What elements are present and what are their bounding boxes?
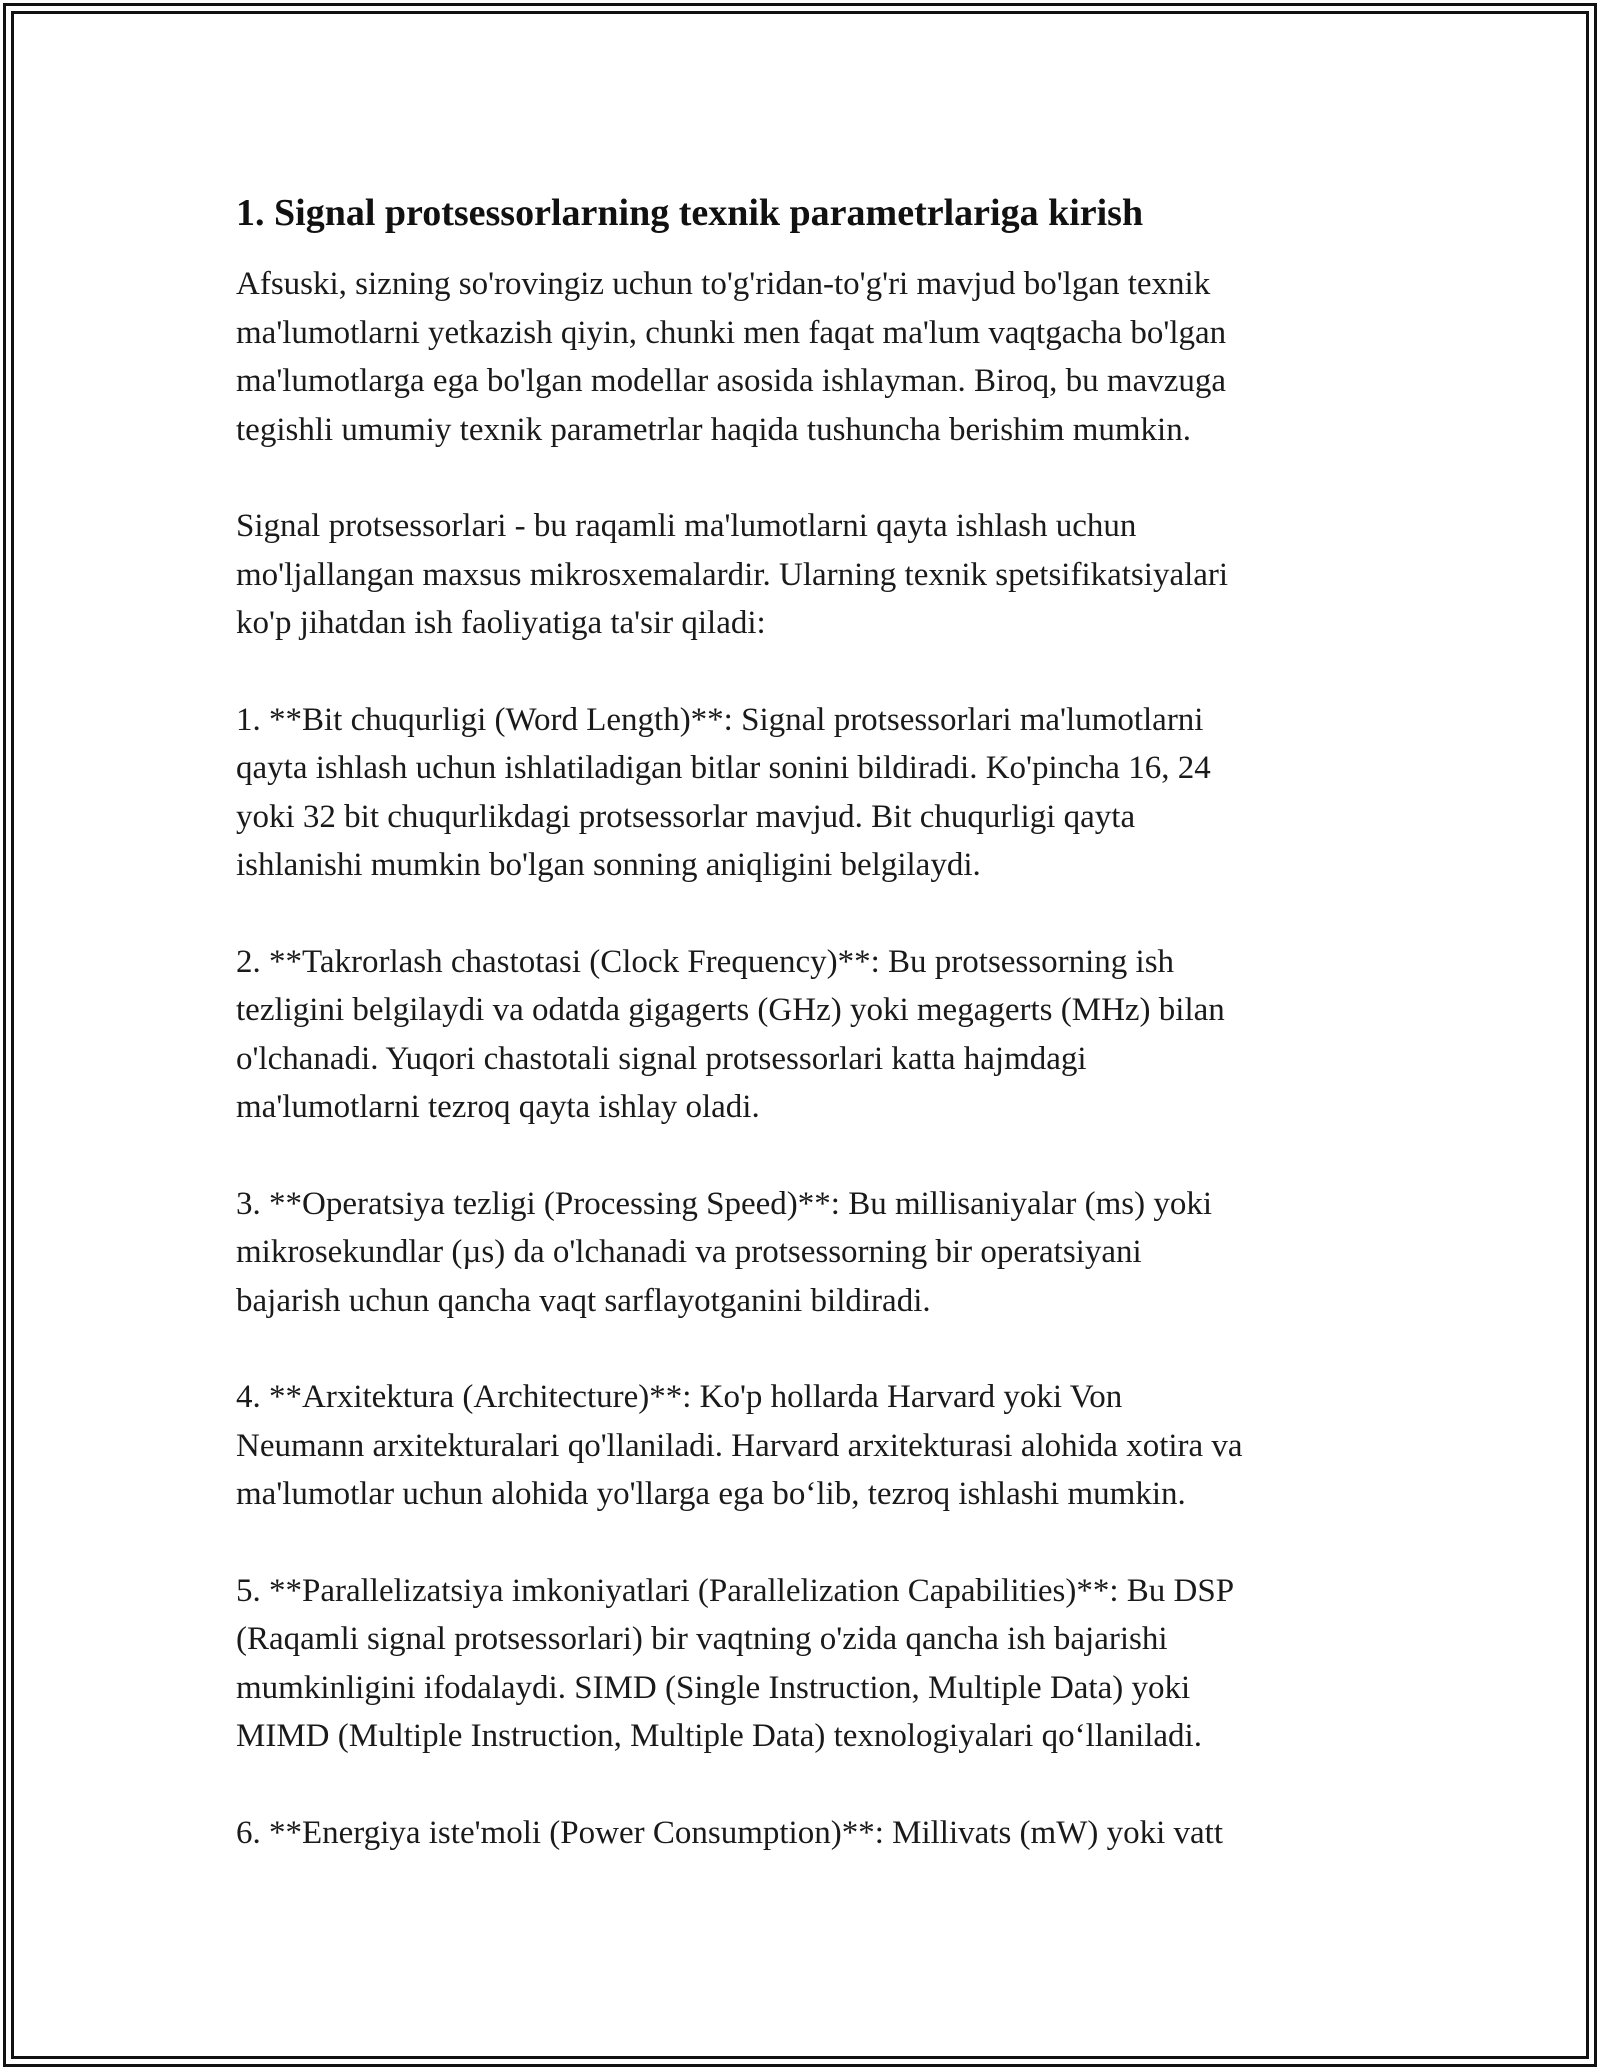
list-item-power-consumption: 6. **Energiya iste'moli (Power Consumption)**: Millivats (mW) yoki vatt bbox=[236, 1814, 1223, 1851]
document-title: 1. Signal protsessorlarning texnik parametrlariga kirish bbox=[236, 192, 1144, 234]
intro-paragraph: Afsuski, sizning so'rovingiz uchun to'g'ridan-to'g'ri mavjud bo'lgan texnik ma'lumotlarni yetkazish qiyin, chunki men faqat ma'lum vaqtgacha bo'lgan ma'lumotlarga ega bo'lgan modellar asosida ishlayman. Biroq, bu mavzuga tegishli umumiy texnik parametrlar haqida tushuncha berishim mumkin. bbox=[236, 266, 1227, 448]
list-item-clock-frequency: 2. **Takrorlash chastotasi (Clock Frequency)**: Bu protsessorning ish tezligini belgilaydi va odatda gigagerts (GHz) yoki megagerts (MHz) bilan o'lchanadi. Yuqori chastotali signal protsessorlari katta hajmdagi ma'lumotlarni tezroq qayta ishlay oladi. bbox=[236, 943, 1225, 1125]
list-item-parallelization: 5. **Parallelizatsiya imkoniyatlari (Parallelization Capabilities)**: Bu DSP (Raqamli signal protsessorlari) bir vaqtning o'zida qancha ish bajarishi mumkinligini ifodalaydi. SIMD (Single Instruction, Multiple Data) yoki MIMD (Multiple Instruction, Multiple Data) texnologiyalari qo‘llaniladi. bbox=[236, 1572, 1235, 1754]
list-item-bit-depth: 1. **Bit chuqurligi (Word Length)**: Signal protsessorlari ma'lumotlarni qayta ishlash uchun ishlatiladigan bitlar sonini bildiradi. Ko'pincha 16, 24 yoki 32 bit chuqurlikdagi protsessorlar mavjud. Bit chuqurligi qayta ishlanishi mumkin bo'lgan sonning aniqligini belgilaydi. bbox=[236, 701, 1211, 883]
definition-paragraph: Signal protsessorlari - bu raqamli ma'lumotlarni qayta ishlash uchun mo'ljallangan maxsus mikrosxemalardir. Ularning texnik spetsifikatsiyalari ko'p jihatdan ish faoliyatiga ta'sir qiladi: bbox=[236, 508, 1229, 641]
document-body bbox=[236, 186, 1376, 1905]
list-item-architecture: 4. **Arxitektura (Architecture)**: Ko'p hollarda Harvard yoki Von Neumann arxitekturalari qo'llaniladi. Harvard arxitekturasi alohida xotira va ma'lumotlar uchun alohida yo'llarga ega bo‘lib, tezroq ishlashi mumkin. bbox=[236, 1379, 1243, 1512]
list-item-processing-speed: 3. **Operatsiya tezligi (Processing Speed)**: Bu millisaniyalar (ms) yoki mikrosekundlar (µs) da o'lchanadi va protsessorning bir operatsiyani bajarish uchun qancha vaqt sarflayotganini bildiradi. bbox=[236, 1185, 1213, 1319]
